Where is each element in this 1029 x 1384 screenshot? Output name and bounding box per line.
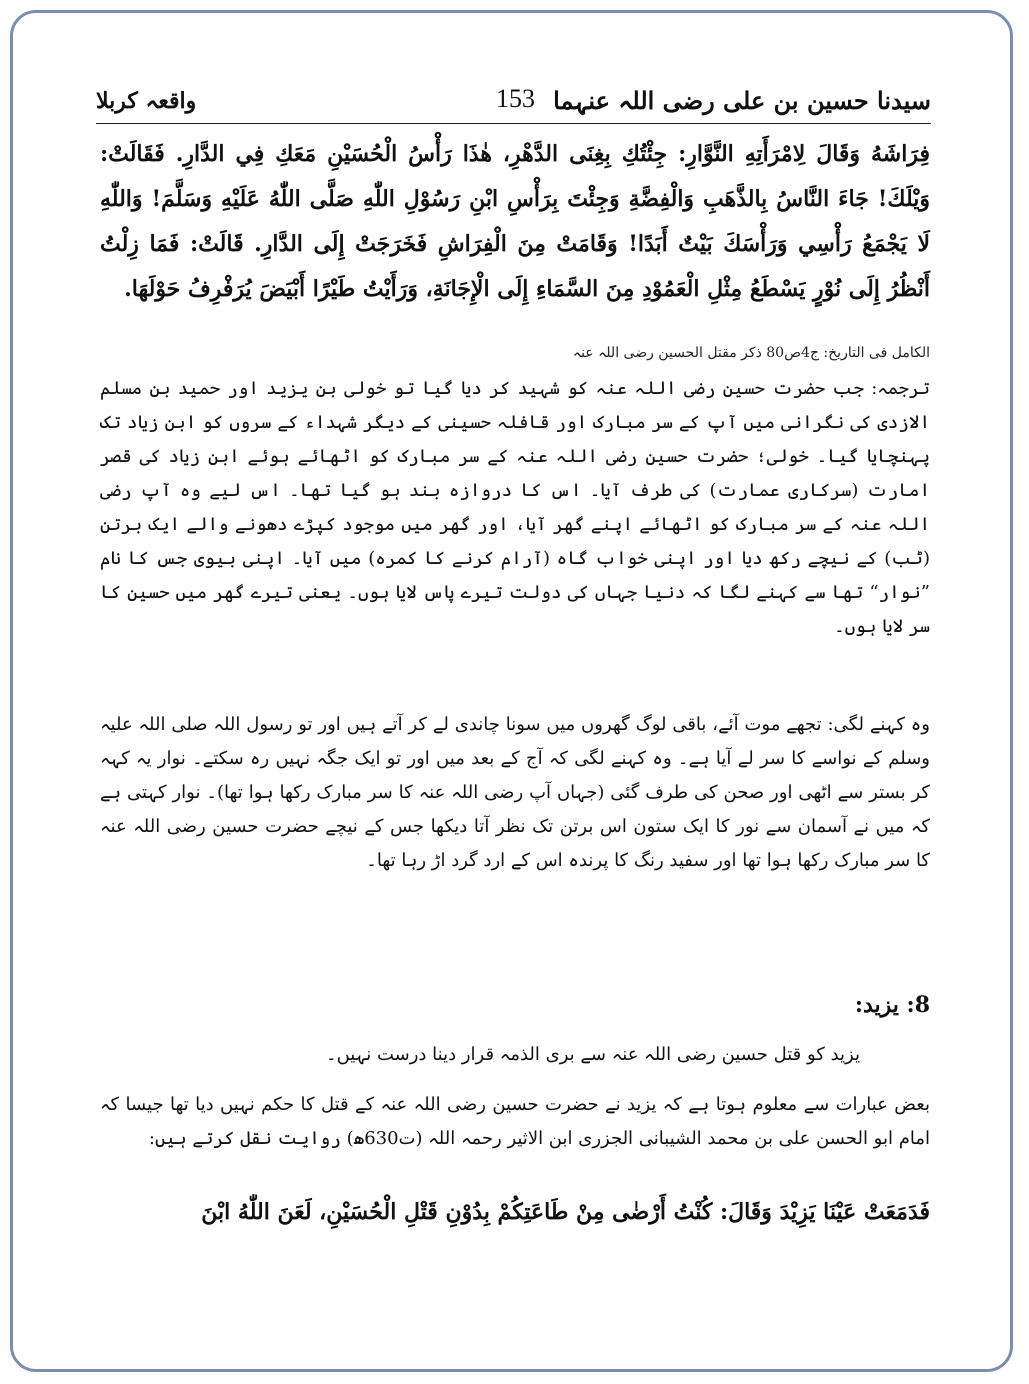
book-title: سیدنا حسین بن علی رضی اللہ عنہما: [553, 86, 931, 115]
translation-paragraph-1: ترجمہ: جب حضرت حسین رضی اللہ عنہ کو شہید کر دیا گیا تو خولی بن یزید اور حمید بن مسلم الازدی کی نگرانی میں آپ کے سر مبارک اور قافلہ حسینی کے دیگر شہداء کے سروں کو ابن زیاد تک پہنچایا گیا۔ خولی؛ حضرت حسین رضی اللہ عنہ کے سر مبارک کو اٹھائے ہوئے ابن زیاد کی قصر امارت (سرکاری عمارت) کی طرف آیا۔ اس کا دروازہ بند ہو گیا تھا۔ اس لیے وہ آپ رضی اللہ عنہ کے سر مبارک کو اٹھائے اپنے گھر آیا، اور گھر میں موجود کپڑے دھونے والے ایک برتن (ٹب) کے نیچے رکھ دیا اور اپنی خواب گاہ (آرام کرنے کا کمرہ) میں آیا۔ اپنی بیوی جس کا نام ”نوار“ تھا سے کہنے لگا کہ دنیا جہاں کی دولت تیرے پاس لایا ہوں۔ یعنی تیرے گھر میں حسین کا سر لایا ہوں۔: [100, 378, 930, 637]
section-heading: 8: یزید:: [854, 992, 930, 1018]
section-subheading: یزید کو قتل حسین رضی اللہ عنہ سے بری الذمہ قرار دینا درست نہیں۔: [326, 1044, 860, 1065]
page-number: 153: [496, 84, 535, 113]
translation-paragraph-2: وہ کہنے لگی: تجھے موت آئے، باقی لوگ گھروں میں سونا چاندی لے کر آتے ہیں اور تو رسول اللہ صلی اللہ علیہ وسلم کے نواسے کا سر لے آیا ہے۔ وہ کہنے لگی کہ آج کے بعد میں اور تو ایک جگہ نہیں رہ سکتے۔ نوار یہ کہہ کر بستر سے اٹھی اور صحن کی طرف گئی (جہاں آپ رضی اللہ عنہ کا سر مبارک رکھا ہوا تھا)۔ نوار کہتی ہے کہ میں نے آسمان سے نور کا ایک ستون اس برتن تک نظر آتا دیکھا جس کے نیچے حضرت حسین رضی اللہ عنہ کا سر مبارک رکھا ہوا تھا اور سفید رنگ کا پرندہ اس کے ارد گرد اڑ رہا تھا۔: [100, 714, 930, 871]
arabic-text-top: فِرَاشَهُ وَقَالَ لِامْرَأَتِهِ النَّوَّارِ: جِئْتُكِ بِغِنَى الدَّهْرِ، هٰذَا رَأْسُ الْحُسَيْنِ مَعَكِ فِي الدَّارِ. فَقَالَتْ: وَيْلَكَ! جَاءَ النَّاسُ بِالذَّهَبِ وَالْفِضَّةِ وَجِئْتَ بِرَأْسِ ابْنِ رَسُوْلِ اللّٰهِ صَلَّى اللّٰهُ عَلَيْهِ وَسَلَّمَ! وَاللّٰهِ لَا يَجْمَعُ رَأْسِي وَرَأْسَكَ بَيْتٌ أَبَدًا! وَقَامَتْ مِنَ الْفِرَاشِ فَخَرَجَتْ إِلَى الدَّارِ. قَالَتْ: فَمَا زِلْتُ أَنْظُرُ إِلَى نُوْرٍ يَسْطَعُ مِثْلِ الْعَمُوْدِ مِنَ السَّمَاءِ إِلَى الْإِجَانَةِ، وَرَأَيْتُ طَيْرًا أَبْيَضَ يُرَفْرِفُ حَوْلَهَا.: [100, 141, 930, 302]
arabic-text-bottom: فَدَمَعَتْ عَيْنَا يَزِيْدَ وَقَالَ: كُنْتُ أَرْضٰى مِنْ طَاعَتِكُمْ بِدُوْنِ قَتْلِ الْحُسَيْنِ، لَعَنَ اللّٰهُ ابْنَ: [201, 1199, 930, 1225]
reference-line: الکامل فی التاریخ: ج4ص80 ذکر مقتل الحسین رضی اللہ عنہ: [572, 345, 930, 361]
section-paragraph: بعض عبارات سے معلوم ہوتا ہے کہ یزید نے حضرت حسین رضی اللہ عنہ کے قتل کا حکم نہیں دیا تھا جیسا کہ امام ابو الحسن علی بن محمد الشیبانی الجزری ابن الاثیر رحمہ اللہ (ت630ھ) روایت نقل کرتے ہیں:: [100, 1094, 930, 1149]
page-header: [96, 82, 931, 122]
header-rule: [96, 123, 931, 124]
chapter-title: واقعہ کربلا: [96, 88, 197, 114]
